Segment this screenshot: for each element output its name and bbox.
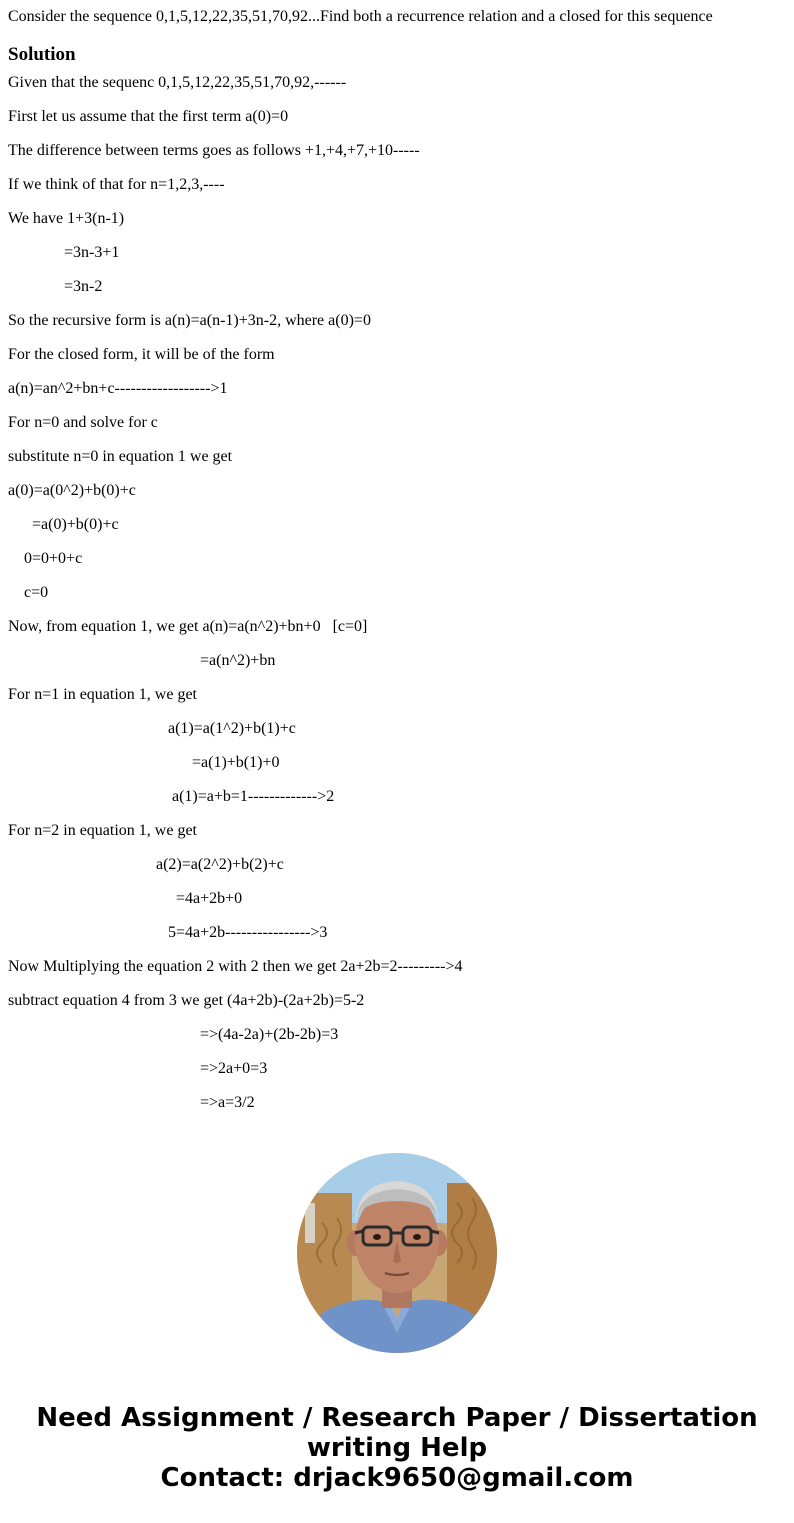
solution-line: =4a+2b+0 — [8, 890, 243, 907]
author-photo — [297, 1153, 497, 1353]
document-body — [8, 0, 778, 1128]
solution-line: =>2a+0=3 — [8, 1060, 268, 1077]
footer-banner — [0, 1403, 794, 1493]
solution-line: For n=2 in equation 1, we get — [8, 822, 197, 839]
solution-line: For n=0 and solve for c — [8, 414, 158, 431]
solution-heading: Solution — [8, 44, 76, 65]
solution-line: =>a=3/2 — [8, 1094, 255, 1111]
solution-line: Given that the sequenc 0,1,5,12,22,35,51,70,92,------ — [8, 74, 347, 91]
author-avatar — [297, 1153, 497, 1353]
solution-line: c=0 — [8, 584, 49, 601]
solution-line: 5=4a+2b---------------->3 — [8, 924, 328, 941]
solution-line: The difference between terms goes as follows +1,+4,+7,+10----- — [8, 142, 420, 159]
solution-line: a(2)=a(2^2)+b(2)+c — [8, 856, 284, 873]
solution-line: =3n-2 — [8, 278, 103, 295]
footer-line-1: Need Assignment / Research Paper / Dissertation — [36, 1403, 758, 1433]
solution-line: Now Multiplying the equation 2 with 2 then we get 2a+2b=2--------->4 — [8, 958, 463, 975]
question-text: Consider the sequence 0,1,5,12,22,35,51,70,92...Find both a recurrence relation and a closed for this sequence — [8, 8, 713, 25]
solution-line: First let us assume that the first term a(0)=0 — [8, 108, 289, 125]
footer-contact: Contact: drjack9650@gmail.com — [160, 1463, 634, 1493]
solution-line: 0=0+0+c — [8, 550, 83, 567]
footer-line-2: writing Help — [306, 1433, 488, 1463]
solution-line: =a(n^2)+bn — [8, 652, 276, 669]
solution-line: a(1)=a+b=1------------->2 — [8, 788, 335, 805]
solution-line: =a(0)+b(0)+c — [8, 516, 119, 533]
solution-line: a(0)=a(0^2)+b(0)+c — [8, 482, 136, 499]
solution-line: For n=1 in equation 1, we get — [8, 686, 197, 703]
solution-lines — [8, 66, 778, 1112]
solution-line: If we think of that for n=1,2,3,---- — [8, 176, 225, 193]
solution-line: Now, from equation 1, we get a(n)=a(n^2)+bn+0 [c=0] — [8, 618, 368, 635]
solution-line: =3n-3+1 — [8, 244, 120, 261]
solution-line: a(n)=an^2+bn+c------------------>1 — [8, 380, 228, 397]
solution-line: a(1)=a(1^2)+b(1)+c — [8, 720, 296, 737]
solution-line: =a(1)+b(1)+0 — [8, 754, 280, 771]
solution-line: subtract equation 4 from 3 we get (4a+2b)-(2a+2b)=5-2 — [8, 992, 365, 1009]
solution-line: We have 1+3(n-1) — [8, 210, 125, 227]
solution-line: substitute n=0 in equation 1 we get — [8, 448, 233, 465]
solution-line: So the recursive form is a(n)=a(n-1)+3n-2, where a(0)=0 — [8, 312, 371, 329]
solution-line: For the closed form, it will be of the form — [8, 346, 275, 363]
solution-line: =>(4a-2a)+(2b-2b)=3 — [8, 1026, 339, 1043]
